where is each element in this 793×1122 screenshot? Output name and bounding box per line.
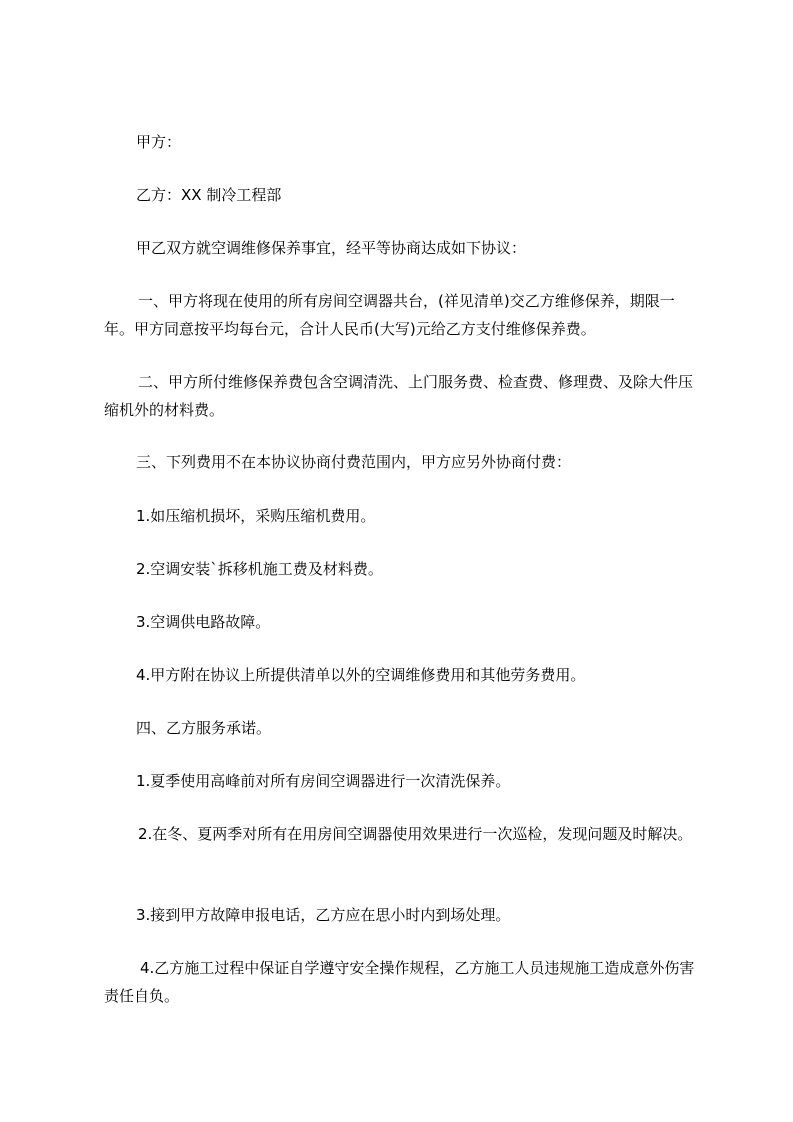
clause-3-heading: 三、下列费用不在本协议协商付费范围内，甲方应另外协商付费： bbox=[136, 453, 572, 471]
clause-4-item-2: 2.在冬、夏两季对所有在用房间空调器使用效果进行一次巡检，发现问题及时解决。 bbox=[138, 825, 693, 843]
clause-3-item-2: 2.空调安装`拆移机施工费及材料费。 bbox=[136, 560, 383, 578]
clause-4-item-1: 1.夏季使用高峰前对所有房间空调器进行一次清洗保养。 bbox=[136, 772, 511, 790]
clause-4-heading: 四、乙方服务承诺。 bbox=[136, 719, 272, 737]
clause-3-item-1: 1.如压缩机损坏，采购压缩机费用。 bbox=[136, 507, 376, 525]
clause-3-item-3: 3.空调供电路故障。 bbox=[136, 613, 271, 631]
clause-3-item-4: 4.甲方附在协议上所提供清单以外的空调维修费用和其他劳务费用。 bbox=[136, 666, 586, 684]
clause-4-item-4: 4.乙方施工过程中保证自学遵守安全操作规程，乙方施工人员违规施工造成意外伤害责任自负。 bbox=[104, 959, 695, 1005]
clause-2-paragraph: 二、甲方所付维修保养费包含空调清洗、上门服务费、检查费、修理费、及除大件压缩机外的材料费。 bbox=[104, 373, 694, 419]
clause-4-item-3: 3.接到甲方故障申报电话，乙方应在思小时内到场处理。 bbox=[136, 906, 511, 924]
intro-paragraph: 甲乙双方就空调维修保养事宜，经平等协商达成如下协议： bbox=[136, 239, 527, 257]
party-b-line: 乙方：XX 制冷工程部 bbox=[136, 186, 282, 204]
clause-1-paragraph: 一、甲方将现在使用的所有房间空调器共台，(祥见清单)交乙方维修保养，期限一年。甲方同意按平均每台元，合计人民币(大写)元给乙方支付维修保养费。 bbox=[104, 292, 675, 338]
party-a-line: 甲方： bbox=[136, 133, 182, 151]
